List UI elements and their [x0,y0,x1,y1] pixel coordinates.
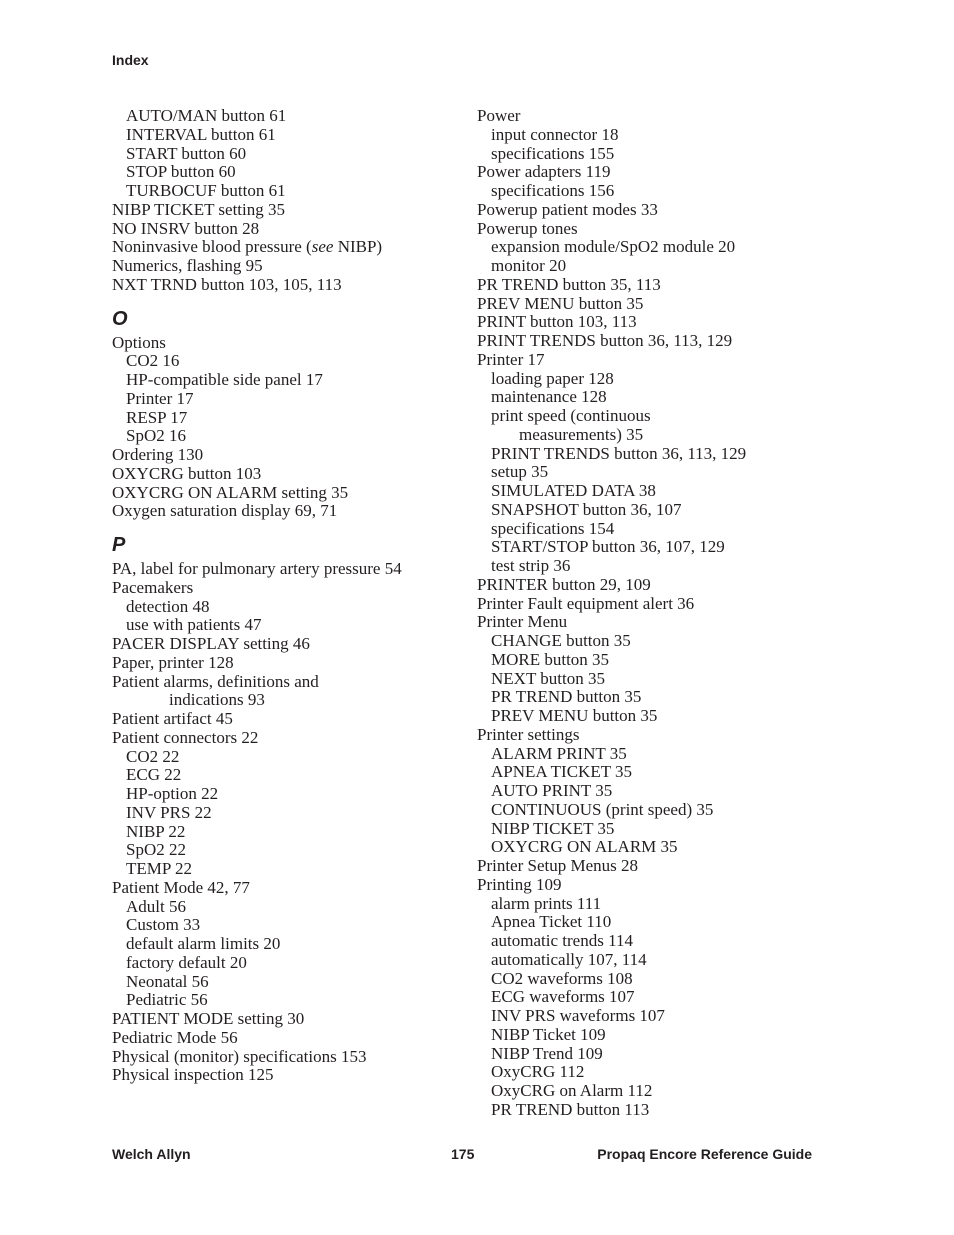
index-subentry: TURBOCUF button 61 [126,181,286,200]
index-entry: PR TREND button 35, 113 [477,274,661,294]
index-subentry: CHANGE button 35 [491,631,631,650]
index-entry: Patient connectors 22 [112,727,259,747]
index-entry: PATIENT MODE setting 30 [112,1009,305,1028]
index-subentry: alarm prints 111 [491,893,602,913]
index-entry-noninvasive [112,238,462,257]
index-entry: Pacemakers [112,577,194,597]
index-subentry: AUTO PRINT 35 [491,781,613,800]
index-subentry: HP-option 22 [126,784,219,803]
index-entry: Printer Menu [477,612,568,632]
index-subentry: NIBP Trend 109 [491,1043,603,1063]
index-subentry: loading paper 128 [491,368,614,388]
footer-document-title: Propaq Encore Reference Guide [597,1146,812,1162]
running-header: Index [112,52,149,68]
index-subentry: maintenance 128 [491,387,607,407]
index-entry: OXYCRG ON ALARM setting 35 [112,482,349,502]
index-entry-continuation: indications 93 [169,690,265,710]
index-entry: Physical inspection 125 [112,1065,274,1085]
index-subentry: AUTO/MAN button 61 [126,106,287,125]
footer-company: Welch Allyn [112,1146,191,1162]
index-subentry: Apnea Ticket 110 [491,912,612,932]
index-entry: Patient artifact 45 [112,709,233,728]
index-entry: Printer settings [477,724,580,744]
index-subentry: APNEA TICKET 35 [491,762,633,782]
index-subentry: NIBP TICKET 35 [491,818,615,838]
index-entry: NXT TRND button 103, 105, 113 [112,274,342,294]
index-entry: PREV MENU button 35 [477,293,644,313]
index-entry: Printer Setup Menus 28 [477,856,639,875]
index-entry: Powerup patient modes 33 [477,199,658,219]
index-subentry: START button 60 [126,143,247,163]
index-entry: Power [477,106,521,125]
index-entry: NO INSRV button 28 [112,218,260,238]
index-subentry: SpO2 22 [126,840,186,860]
index-subentry: ALARM PRINT 35 [491,743,627,763]
index-subentry: INV PRS 22 [126,802,212,822]
index-subentry: automatic trends 114 [491,931,633,950]
index-subentry: CO2 22 [126,746,180,766]
index-entry: PA, label for pulmonary artery pressure 54 [112,559,402,578]
index-entry: Printer Fault equipment alert 36 [477,593,695,613]
index-subentry: MORE button 35 [491,649,610,669]
index-subentry: PREV MENU button 35 [491,706,658,725]
index-subentry: monitor 20 [491,256,567,275]
index-subentry-continuation: measurements) 35 [519,424,644,444]
index-subentry: NIBP Ticket 109 [491,1024,606,1044]
page-number: 175 [451,1146,475,1162]
index-subentry: CONTINUOUS (print speed) 35 [491,799,714,819]
index-subentry: PRINT TRENDS button 36, 113, 129 [491,443,747,463]
index-subentry: OxyCRG 112 [491,1062,585,1082]
index-entry: Ordering 130 [112,445,204,464]
index-subentry: NEXT button 35 [491,668,605,688]
index-subentry: START/STOP button 36, 107, 129 [491,537,725,557]
index-entry: NIBP TICKET setting 35 [112,199,285,219]
index-subentry: Printer 17 [126,388,194,408]
index-subentry: CO2 16 [126,351,180,371]
index-subentry: PR TREND button 35 [491,687,642,707]
index-subentry: INTERVAL button 61 [126,124,276,144]
section-letter-p: P [112,534,126,556]
index-subentry: factory default 20 [126,952,247,972]
index-subentry: SNAPSHOT button 36, 107 [491,499,682,519]
index-subentry: NIBP 22 [126,821,186,841]
index-subentry: specifications 154 [491,518,615,538]
index-subentry: HP-compatible side panel 17 [126,370,323,389]
index-entry: Physical (monitor) specifications 153 [112,1046,367,1066]
entry-text: Noninvasive blood pressure ( [112,237,312,257]
index-subentry: print speed (continuous [491,406,651,425]
index-entry: Options [112,332,166,352]
index-subentry: STOP button 60 [126,162,236,182]
index-subentry: PR TREND button 113 [491,1099,650,1119]
index-subentry: CO2 waveforms 108 [491,968,633,988]
index-subentry: RESP 17 [126,407,188,427]
index-entry: Printer 17 [477,349,545,369]
index-subentry: Neonatal 56 [126,971,209,991]
index-subentry: INV PRS waveforms 107 [491,1006,665,1025]
index-subentry: OXYCRG ON ALARM 35 [491,837,678,857]
index-entry: Paper, printer 128 [112,652,234,672]
entry-text: NIBP) [333,237,383,257]
index-entry: Pediatric Mode 56 [112,1027,238,1047]
index-column-right [477,107,817,1120]
index-subentry: OxyCRG on Alarm 112 [491,1081,653,1100]
index-subentry: specifications 156 [491,181,615,200]
index-subentry: expansion module/SpO2 module 20 [491,237,736,257]
index-subentry: detection 48 [126,596,210,616]
see-reference: see [311,237,334,257]
index-subentry: TEMP 22 [126,859,192,878]
index-subentry: ECG 22 [126,765,182,785]
index-subentry: input connector 18 [491,124,619,144]
index-subentry: SIMULATED DATA 38 [491,481,656,500]
index-entry: PRINT TRENDS button 36, 113, 129 [477,331,733,350]
index-subentry: automatically 107, 114 [491,949,647,969]
index-subentry: Adult 56 [126,896,186,916]
index-subentry: default alarm limits 20 [126,934,281,953]
index-subentry: Pediatric 56 [126,990,208,1010]
index-entry: OXYCRG button 103 [112,463,262,483]
index-subentry: test strip 36 [491,556,571,575]
index-entry: PACER DISPLAY setting 46 [112,634,310,653]
index-entry: Numerics, flashing 95 [112,256,263,275]
index-subentry: SpO2 16 [126,426,186,446]
index-subentry: setup 35 [491,462,549,482]
index-entry: PRINTER button 29, 109 [477,574,651,594]
index-entry: Printing 109 [477,874,562,894]
index-subentry: Custom 33 [126,915,201,935]
index-entry: Power adapters 119 [477,162,611,182]
index-subentry: ECG waveforms 107 [491,987,635,1007]
index-subentry: use with patients 47 [126,615,262,635]
index-entry: Powerup tones [477,218,578,238]
index-entry: Patient Mode 42, 77 [112,877,250,897]
index-entry: Oxygen saturation display 69, 71 [112,501,338,521]
index-subentry: specifications 155 [491,143,615,163]
section-letter-o: O [112,307,128,330]
index-column-left [112,107,462,1085]
index-entry: Patient alarms, definitions and [112,671,319,691]
index-entry: PRINT button 103, 113 [477,312,637,332]
